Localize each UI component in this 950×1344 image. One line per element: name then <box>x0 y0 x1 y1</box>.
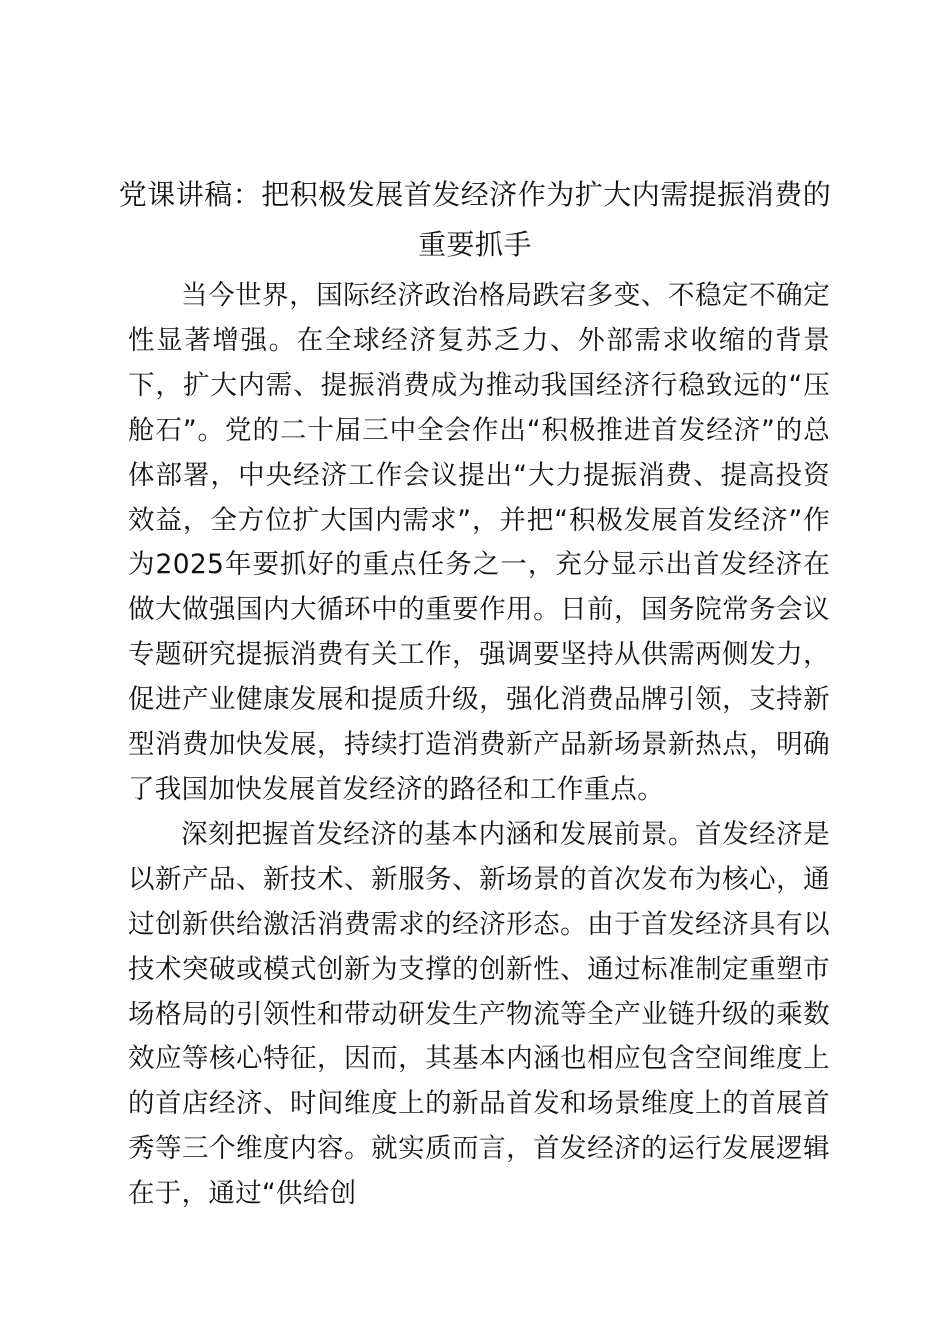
document-body <box>128 274 830 1217</box>
document-title: 党课讲稿：把积极发展首发经济作为扩大内需提振消费的重要抓手 <box>118 178 832 261</box>
paragraph: 当今世界，国际经济政治格局跌宕多变、不稳定不确定性显著增强。在全球经济复苏乏力、外部需求收缩的背景下，扩大内需、提振消费成为推动我国经济行稳致远的“压舱石”。党的二十届三中全会作出“积极推进首发经济”的总体部署，中央经济工作会议提出“大力提振消费、提高投资效益，全方位扩大国内需求”，并把“积极发展首发经济”作为2025年要抓好的重点任务之一，充分显示出首发经济在做大做强国内大循环中的重要作用。日前，国务院常务会议专题研究提振消费有关工作，强调要坚持从供需两侧发力，促进产业健康发展和提质升级，强化消费品牌引领，支持新型消费加快发展，持续打造消费新产品新场景新热点，明确了我国加快发展首发经济的路径和工作重点。 <box>128 280 830 805</box>
paragraph: 深刻把握首发经济的基本内涵和发展前景。首发经济是以新产品、新技术、新服务、新场景的首次发布为核心，通过创新供给激活消费需求的经济形态。由于首发经济具有以技术突破或模式创新为支撑的创新性、通过标准制定重塑市场格局的引领性和带动研发生产物流等全产业链升级的乘数效应等核心特征，因而，其基本内涵也相应包含空间维度上的首店经济、时间维度上的新品首发和场景维度上的首展首秀等三个维度内容。就实质而言，首发经济的运行发展逻辑在于，通过“供给创 <box>128 818 830 1210</box>
